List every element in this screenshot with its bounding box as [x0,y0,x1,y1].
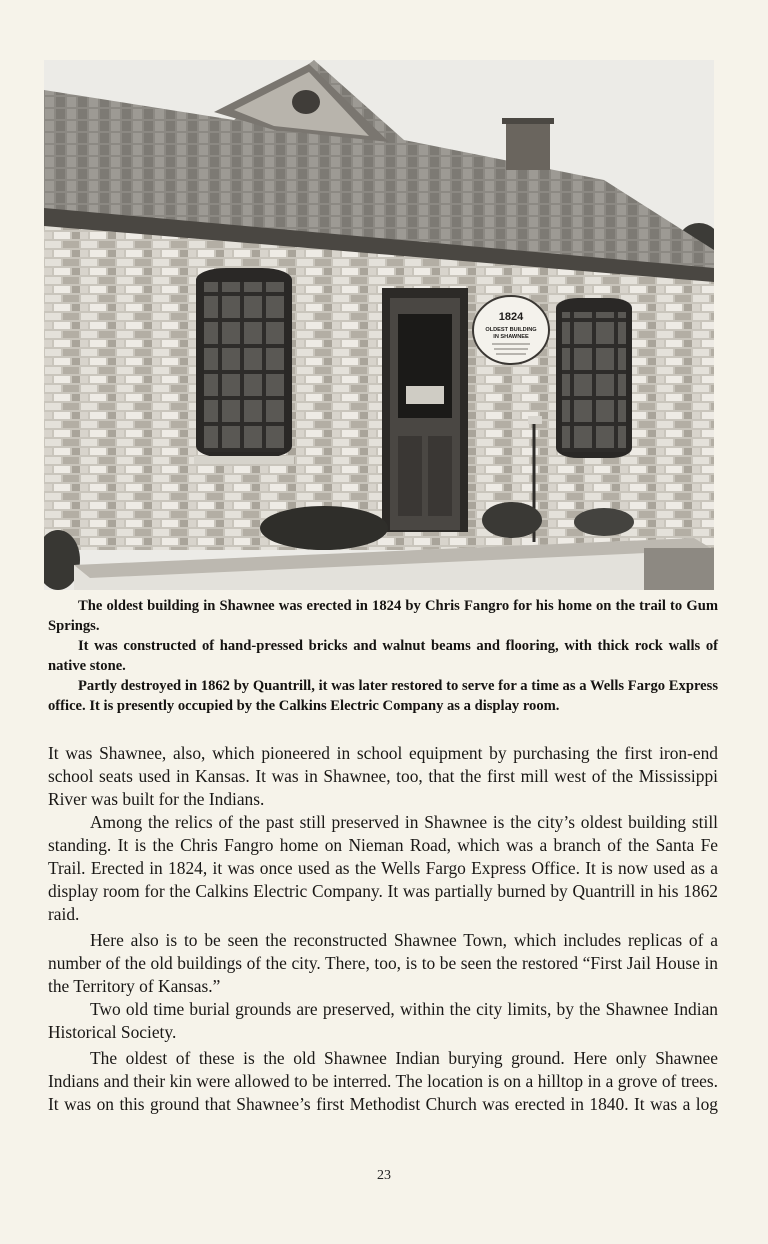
body-paragraph: It was Shawnee, also, which pioneered in school equipment by purchasing the first iron-end school seats used in Kansas. It was in Shawnee, too, that the first mill west of the Mississippi River was built for the Indians. [48,743,718,809]
page-number: 23 [377,1168,391,1183]
plaque-year: 1824 [498,311,524,323]
photo-caption [48,596,718,716]
caption-paragraph: Partly destroyed in 1862 by Quantrill, it was later restored to serve for a time as a Wells Fargo Express office. It is presently occupied by the Calkins Electric Company as a display room. [48,678,718,714]
building-photo [44,60,714,590]
caption-paragraph: The oldest building in Shawnee was erected in 1824 by Chris Fangro for his home on the trail to Gum Springs. [48,598,718,634]
body-paragraph: Two old time burial grounds are preserved, within the city limits, by the Shawnee Indian Historical Society. [48,999,718,1042]
body-paragraph: Here also is to be seen the reconstructed Shawnee Town, which includes replicas of a number of the old buildings of the city. There, too, is to be seen the restored “First Jail House in the Territory of Kansas.” [48,930,718,996]
body-text [48,742,718,1116]
caption-paragraph: It was constructed of hand-pressed bricks and walnut beams and flooring, with thick rock walls of native stone. [48,638,718,674]
plaque-title-line1: OLDEST BUILDING [485,327,537,333]
body-paragraph: The oldest of these is the old Shawnee Indian burying ground. Here only Shawnee Indians and their kin were allowed to be interred. The location is on a hilltop in a grove of trees. It was on this ground that Shawnee’s first Methodist Church was erected in 1840. It was a log [48,1048,718,1114]
building-illustration [44,60,714,590]
plaque-title-line2: IN SHAWNEE [493,334,529,340]
body-paragraph: Among the relics of the past still preserved in Shawnee is the city’s oldest building still standing. It is the Chris Fangro home on Nieman Road, which was a branch of the Santa Fe Trail. Erected in 1824, it was once used as the Wells Fargo Express Office. It is now used as a display room for the Calkins Electric Company. It was partially burned by Quantrill in his 1862 raid. [48,812,718,924]
